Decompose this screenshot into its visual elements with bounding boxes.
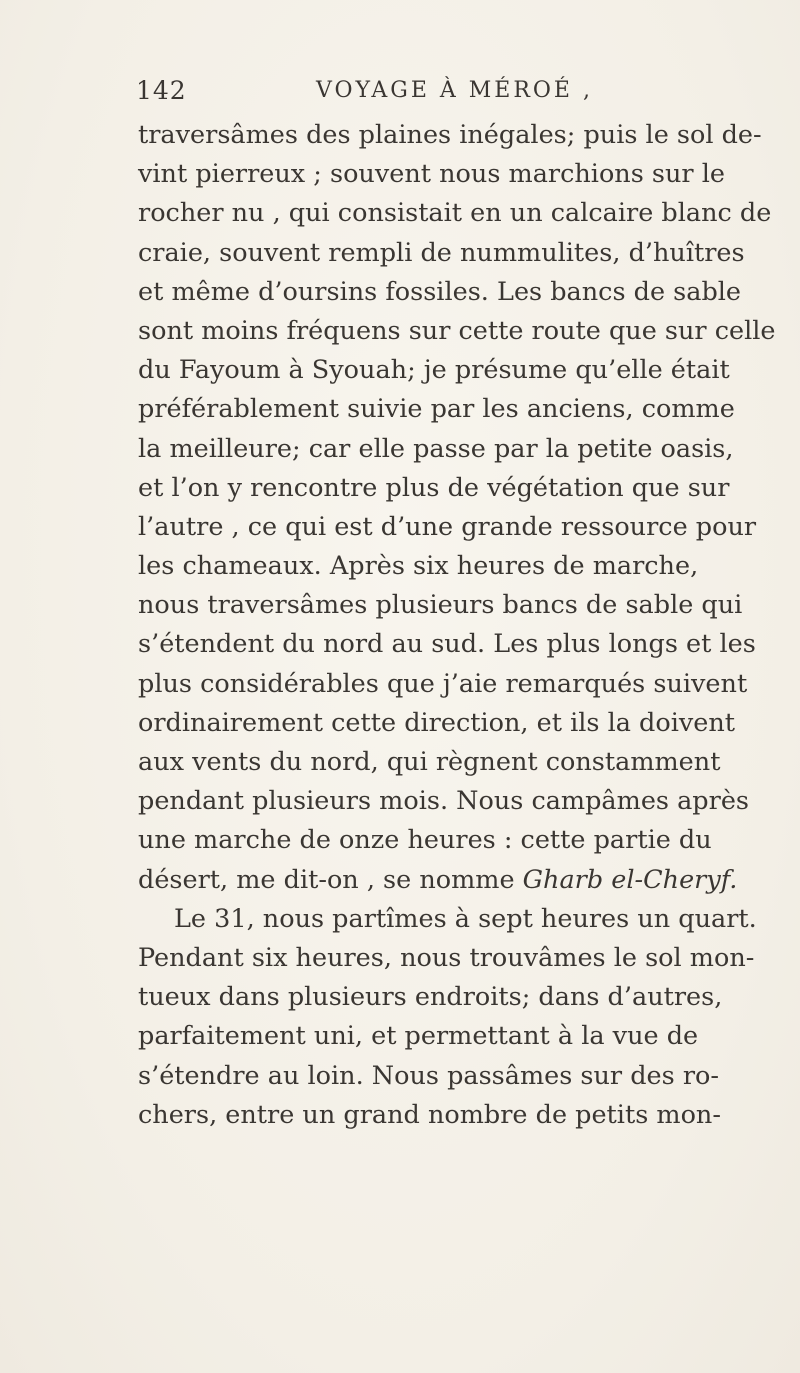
text-line: craie, souvent rempli de nummulites, d’huîtres bbox=[138, 237, 745, 268]
text-line: tueux dans plusieurs endroits; dans d’autres, bbox=[138, 982, 723, 1013]
text-line: une marche de onze heures : cette partie du bbox=[138, 825, 712, 856]
text-line: et même d’oursins fossiles. Les bancs de sable bbox=[138, 276, 742, 307]
text-line: la meilleure; car elle passe par la petite oasis, bbox=[138, 433, 734, 464]
text-line: du Fayoum à Syouah; je présume qu’elle était bbox=[138, 355, 730, 386]
text-line: ordinairement cette direction, et ils la doivent bbox=[138, 707, 736, 738]
text-line-paragraph-end bbox=[138, 861, 738, 900]
text-line: sont moins fréquens sur cette route que sur celle bbox=[138, 315, 776, 346]
page-number: 142 bbox=[136, 76, 187, 105]
text-line: s’étendre au loin. Nous passâmes sur des ro- bbox=[138, 1060, 719, 1091]
text-line: plus considérables que j’aie remarqués suivent bbox=[138, 668, 748, 699]
line-text: désert, me dit-on , se nomme bbox=[138, 864, 523, 895]
text-line: chers, entre un grand nombre de petits mon- bbox=[138, 1099, 721, 1130]
text-line: traversâmes des plaines inégales; puis le sol de- bbox=[138, 120, 762, 150]
text-line: les chameaux. Après six heures de marche, bbox=[138, 551, 699, 582]
page-header bbox=[136, 76, 676, 110]
text-line: l’autre , ce qui est d’une grande ressource pour bbox=[138, 511, 757, 542]
text-line: préférablement suivie par les anciens, comme bbox=[138, 394, 735, 425]
text-line: Pendant six heures, nous trouvâmes le sol mon- bbox=[138, 942, 755, 973]
text-line: Le 31, nous partîmes à sept heures un quart. bbox=[174, 903, 757, 934]
text-line: et l’on y rencontre plus de végétation que sur bbox=[138, 472, 730, 503]
place-name-italic: Gharb el-Cheryf. bbox=[522, 864, 738, 895]
text-line: nous traversâmes plusieurs bancs de sable qui bbox=[138, 590, 743, 621]
text-line: vint pierreux ; souvent nous marchions sur le bbox=[138, 159, 725, 190]
text-line: rocher nu , qui consistait en un calcaire blanc de bbox=[138, 198, 772, 229]
text-line: pendant plusieurs mois. Nous campâmes après bbox=[138, 786, 749, 817]
body-text bbox=[138, 116, 776, 1135]
text-line: s’étendent du nord au sud. Les plus longs et les bbox=[138, 629, 756, 660]
text-line: parfaitement uni, et permettant à la vue de bbox=[138, 1021, 699, 1052]
text-line: aux vents du nord, qui règnent constamment bbox=[138, 747, 721, 777]
running-title: VOYAGE À MÉROÉ , bbox=[316, 78, 593, 103]
